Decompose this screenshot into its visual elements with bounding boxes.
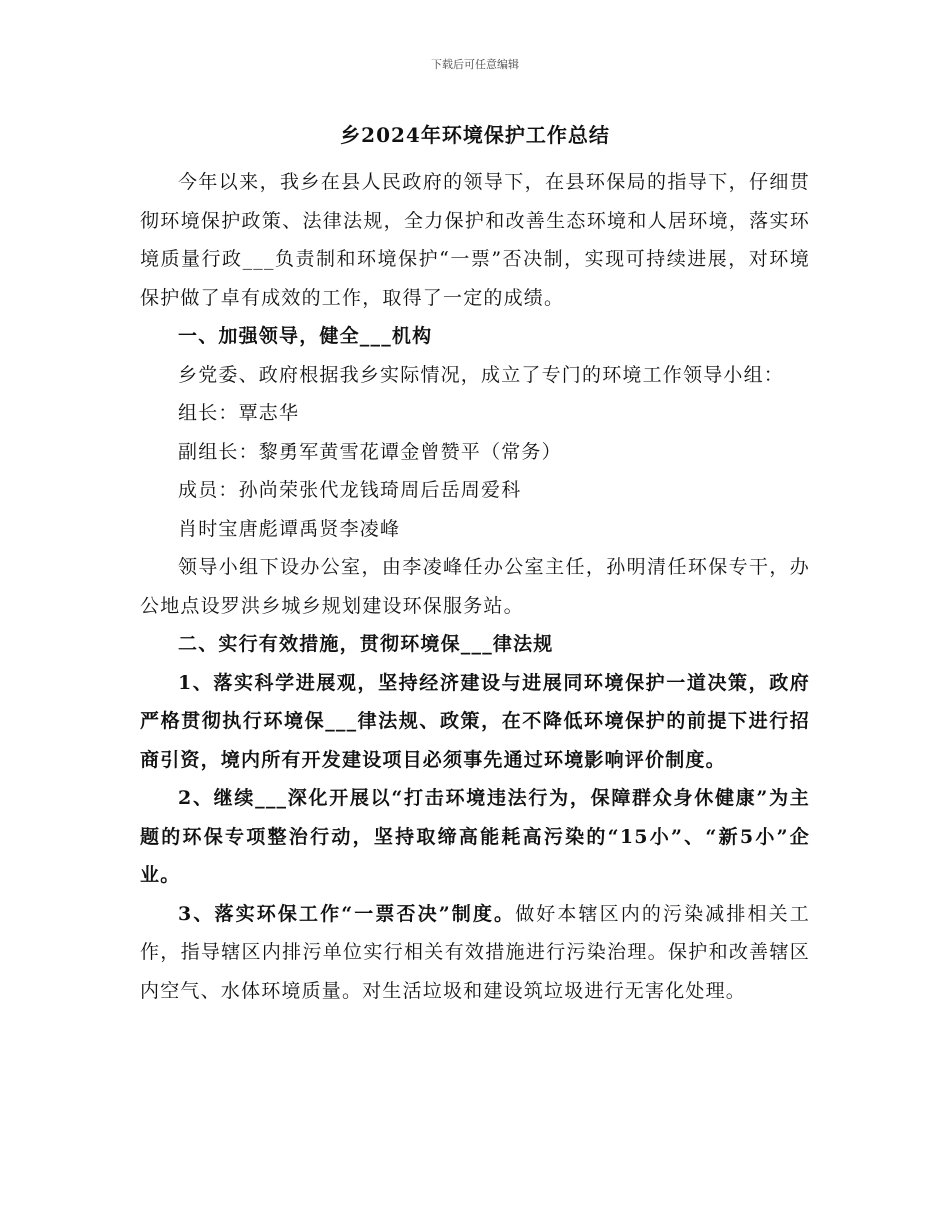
document-body	[140, 115, 810, 1010]
group-members-continued: 肖时宝唐彪谭禹贤李凌峰	[178, 517, 401, 540]
header-note: 下载后可任意编辑	[431, 58, 519, 71]
intro-paragraph: 今年以来，我乡在县人民政府的领导下，在县环保局的指导下，仔细贯彻环境保护政策、法律法规，全力保护和改善生态环境和人居环境，落实环境质量行政___负责制和环境保护“一票”否决制，实现可持续进展，对环境保护做了卓有成效的工作，取得了一定的成绩。	[140, 171, 810, 309]
section2-heading: 二、实行有效措施，贯彻环境保___律法规	[178, 633, 554, 655]
item3-lead: 3、落实环保工作“一票否决”制度。	[178, 902, 516, 925]
section1-heading: 一、加强领导，健全___机构	[178, 325, 433, 347]
group-members: 成员：孙尚荣张代龙钱琦周后岳周爱科	[178, 479, 522, 501]
office-paragraph: 领导小组下设办公室，由李凌峰任办公室主任，孙明清任环保专干，办公地点设罗洪乡城乡规划建设环保服务站。	[140, 556, 810, 617]
section1-paragraph: 乡党委、政府根据我乡实际情况，成立了专门的环境工作领导小组：	[178, 363, 785, 386]
item3-body: 做好本辖区内的污染减排相关工作，指导辖区内排污单位实行相关有效措施进行污染治理。保护和改善辖区内空气、水体环境质量。对生活垃圾和建设筑垃圾进行无害化处理。	[140, 902, 810, 1002]
section2-item1: 1、落实科学进展观，坚持经济建设与进展同环境保护一道决策，政府严格贯彻执行环境保___律法规、政策，在不降低环境保护的前提下进行招商引资，境内所有开发建设项目必须事先通过环境影响评价制度。	[140, 671, 810, 771]
document-title: 乡2024年环境保护工作总结	[340, 123, 610, 147]
section2-item3	[140, 895, 810, 1011]
section2-item2: 2、继续___深化开展以“打击环境违法行为，保障群众身休健康”为主题的环保专项整治行动，坚持取缔高能耗高污染的“15小”、“新5小”企业。	[140, 787, 810, 886]
group-leader: 组长：覃志华	[178, 402, 300, 424]
group-deputy: 副组长：黎勇军黄雪花谭金曾赞平（常务）	[178, 440, 562, 463]
